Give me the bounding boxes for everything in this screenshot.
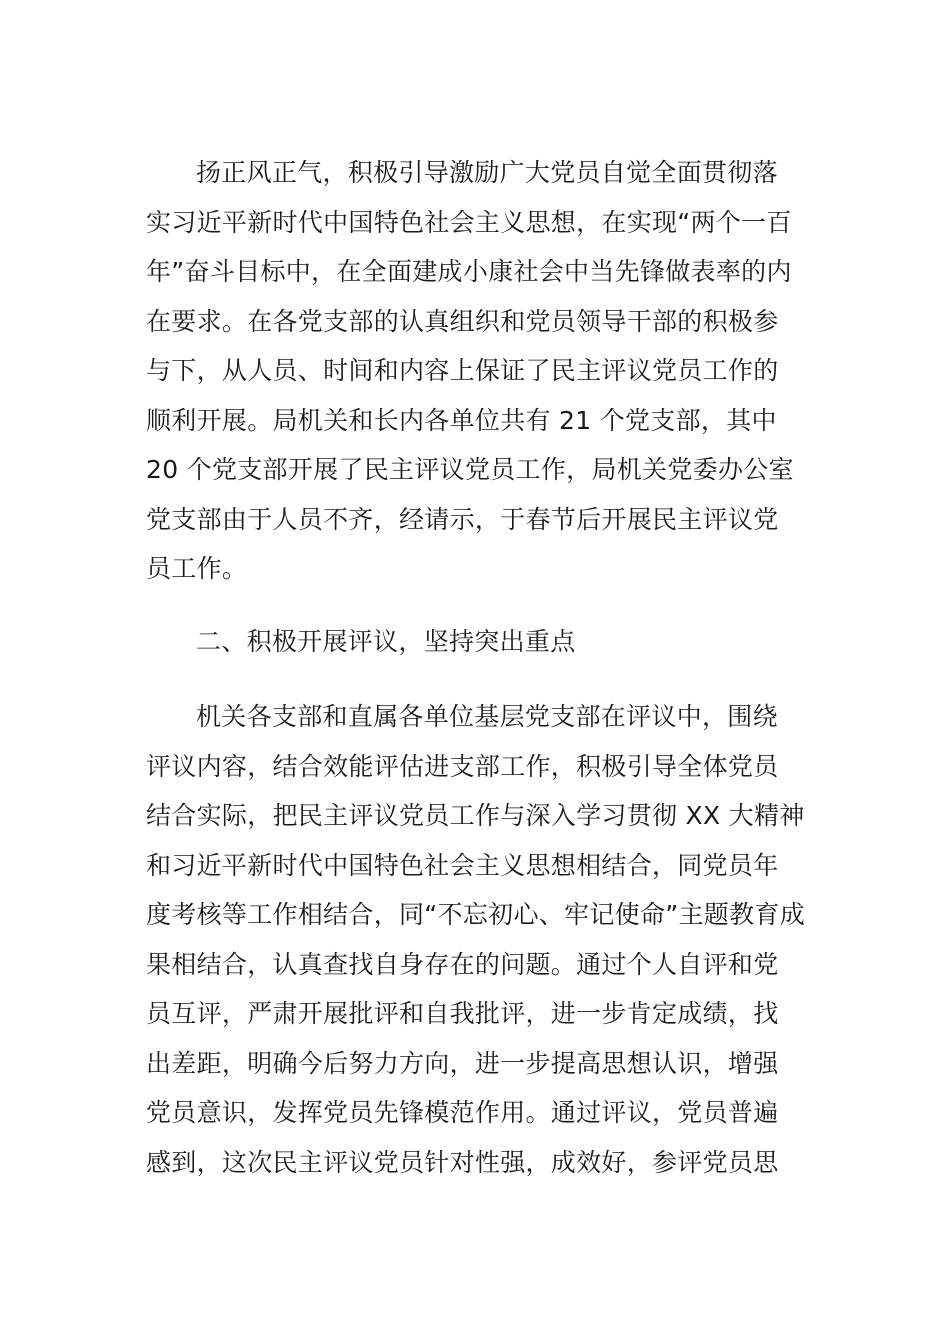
paragraph-line: 员互评，严肃开展批评和自我批评，进一步肯定成绩，找 bbox=[146, 999, 779, 1028]
paragraph-2 bbox=[146, 692, 806, 1187]
paragraph-line: 与下，从人员、时间和内容上保证了民主评议党员工作的 bbox=[146, 356, 779, 385]
section-heading-text: 二、积极开展评议，坚持突出重点 bbox=[196, 627, 576, 656]
paragraph-line: 20 个党支部开展了民主评议党员工作，局机关党委办公室 bbox=[146, 455, 794, 484]
paragraph-line: 扬正风正气，积极引导激励广大党员自觉全面贯彻落 bbox=[196, 158, 778, 187]
paragraph-line: 年”奋斗目标中，在全面建成小康社会中当先锋做表率的内 bbox=[146, 257, 792, 286]
paragraph-line: 结合实际，把民主评议党员工作与深入学习贯彻 XX 大精神 bbox=[146, 801, 805, 830]
paragraph-line: 评议内容，结合效能评估进支部工作，积极引导全体党员 bbox=[146, 751, 779, 781]
paragraph-line: 实习近平新时代中国特色社会主义思想，在实现“两个一百 bbox=[146, 207, 792, 237]
paragraph-line: 感到，这次民主评议党员针对性强，成效好，参评党员思 bbox=[146, 1147, 779, 1177]
paragraph-1 bbox=[146, 148, 806, 594]
paragraph-line: 和习近平新时代中国特色社会主义思想相结合，同党员年 bbox=[146, 850, 779, 880]
paragraph-line: 度考核等工作相结合，同“不忘初心、牢记使命”主题教育成 bbox=[146, 900, 806, 929]
section-heading bbox=[146, 617, 806, 667]
paragraph-line: 机关各支部和直属各单位基层党支部在评议中，围绕 bbox=[196, 702, 778, 731]
paragraph-line: 出差距，明确今后努力方向，进一步提高思想认识，增强 bbox=[146, 1048, 779, 1078]
paragraph-line: 顺利开展。局机关和长内各单位共有 21 个党支部，其中 bbox=[146, 405, 777, 435]
paragraph-line: 党员意识，发挥党员先锋模范作用。通过评议，党员普遍 bbox=[146, 1098, 779, 1127]
paragraph-line: 果相结合，认真查找自身存在的问题。通过个人自评和党 bbox=[146, 949, 779, 979]
paragraph-line: 党支部由于人员不齐，经请示，于春节后开展民主评议党 bbox=[146, 504, 779, 534]
paragraph-line: 在要求。在各党支部的认真组织和党员领导干部的积极参 bbox=[146, 306, 779, 336]
paragraph-line: 员工作。 bbox=[146, 554, 248, 583]
